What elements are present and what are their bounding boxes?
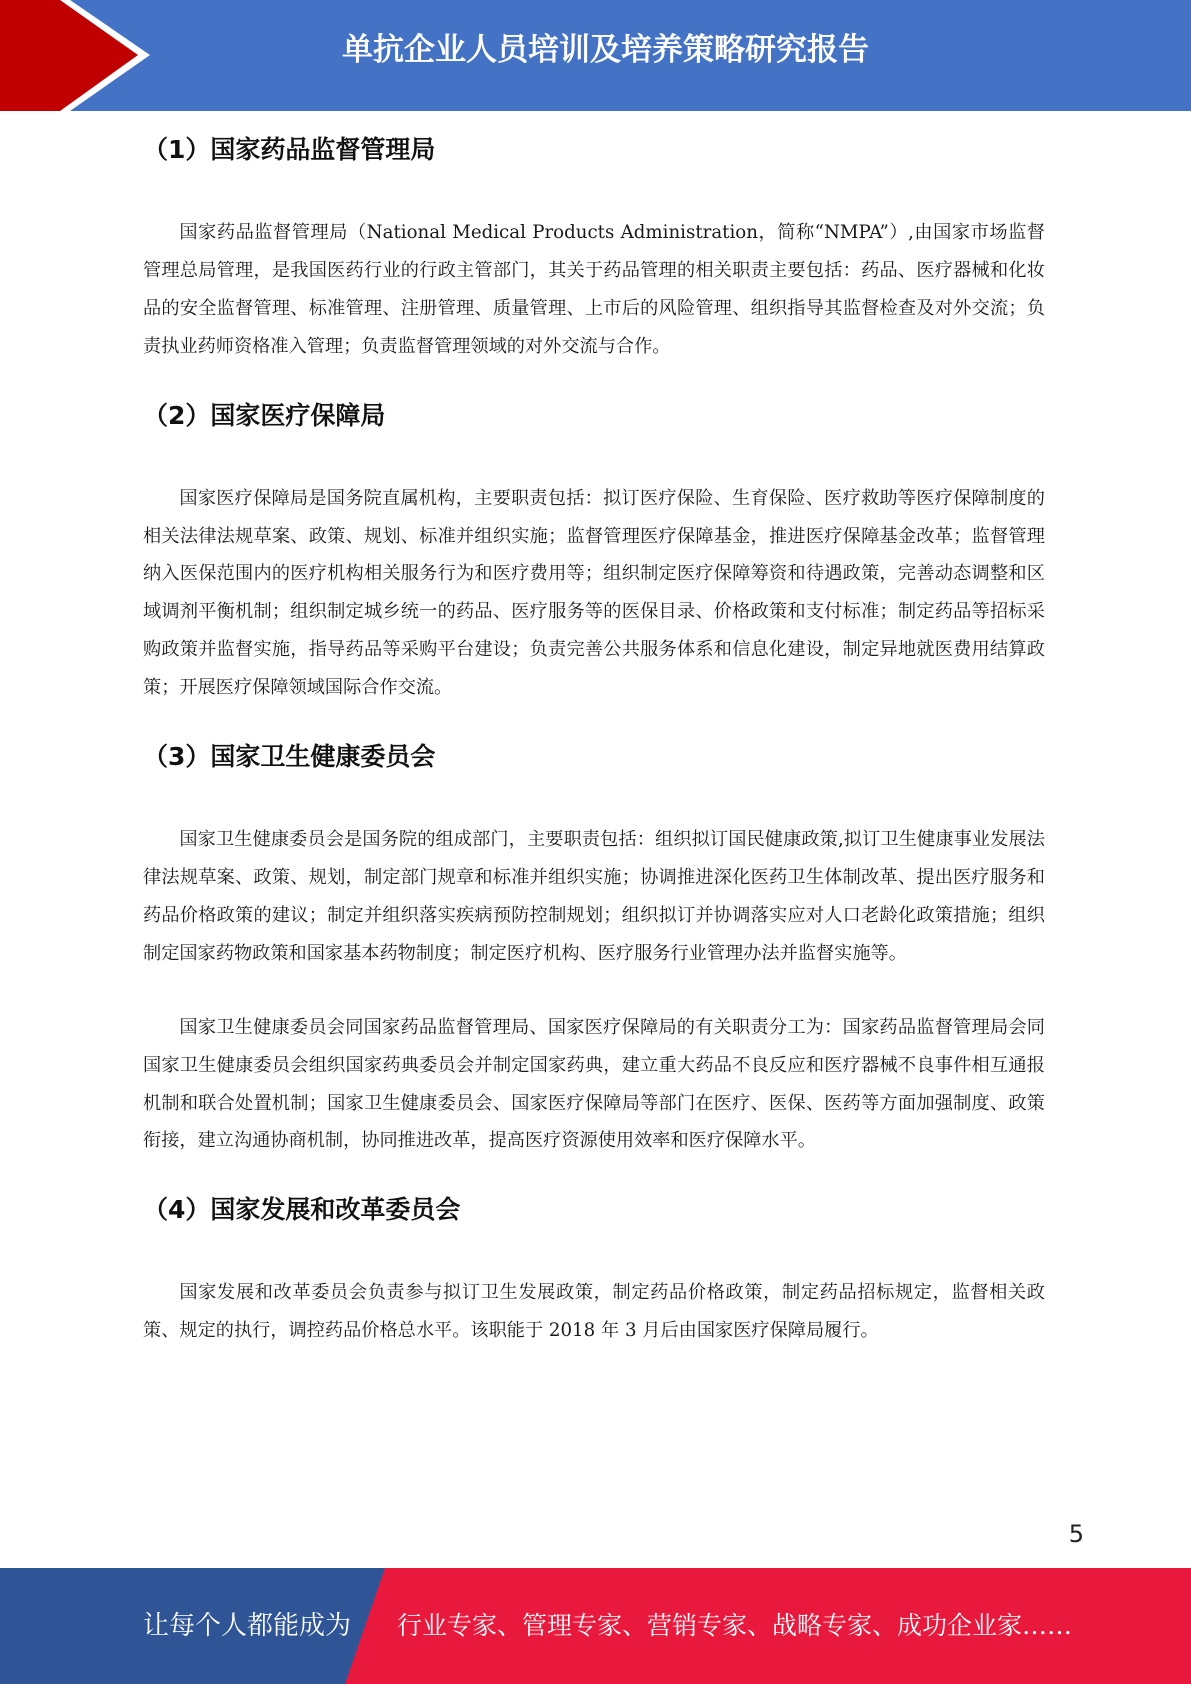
section-heading: （3）国家卫生健康委员会 bbox=[143, 742, 436, 772]
footer-slogan-left: 让每个人都能成为 bbox=[143, 1611, 352, 1641]
report-title: 单抗企业人员培训及培养策略研究报告 bbox=[342, 32, 869, 68]
section-nmpa bbox=[143, 128, 1045, 366]
section-heading: （1）国家药品监督管理局 bbox=[143, 135, 436, 164]
section-paragraph: 国家医疗保障局是国务院直属机构，主要职责包括：拟订医疗保险、生育保险、医疗救助等医疗保障制度的相关法律法规草案、政策、规划、标准并组织实施；监督管理医疗保障基金，推进医疗保障基金改革；监督管理纳入医保范围内的医疗机构相关服务行为和医疗费用等；组织制定医疗保障筹资和待遇政策，完善动态调整和区域调剂平衡机制；组织制定城乡统一的药品、医疗服务等的医保目录、价格政策和支付标准；制定药品等招标采购政策并监督实施，指导药品等采购平台建设；负责完善公共服务体系和信息化建设，制定异地就医费用结算政策；开展医疗保障领域国际合作交流。 bbox=[143, 487, 1045, 699]
section-heading: （4）国家发展和改革委员会 bbox=[143, 1195, 461, 1225]
section-nhsa bbox=[143, 394, 1045, 707]
section-paragraph: 国家卫生健康委员会是国务院的组成部门，主要职责包括：组织拟订国民健康政策,拟订卫生健康事业发展法律法规草案、政策、规划，制定部门规章和标准并组织实施；协调推进深化医药卫生体制改革、提出医疗服务和药品价格政策的建议；制定并组织落实疾病预防控制规划；组织拟订并协调落实应对人口老龄化政策措施；组织制定国家药物政策和国家基本药物制度；制定医疗机构、医疗服务行业管理办法并监督实施等。 bbox=[143, 829, 1045, 964]
section-paragraph: 国家卫生健康委员会同国家药品监督管理局、国家医疗保障局的有关职责分工为：国家药品监督管理局会同国家卫生健康委员会组织国家药典委员会并制定国家药典，建立重大药品不良反应和医疗器械不良事件相互通报机制和联合处置机制；国家卫生健康委员会、国家医疗保障局等部门在医疗、医保、医药等方面加强制度、政策衔接，建立沟通协商机制，协同推进改革，提高医疗资源使用效率和医疗保障水平。 bbox=[143, 1016, 1045, 1152]
section-ndrc bbox=[143, 1188, 1045, 1350]
page-header bbox=[0, 0, 1191, 111]
section-heading: （2）国家医疗保障局 bbox=[143, 400, 386, 430]
footer-slogan-right: 行业专家、管理专家、营销专家、战略专家、成功企业家…… bbox=[397, 1611, 1073, 1640]
section-nhc bbox=[143, 735, 1045, 1160]
section-paragraph: 国家发展和改革委员会负责参与拟订卫生发展政策，制定药品价格政策，制定药品招标规定，监督相关政策、规定的执行，调控药品价格总水平。该职能于 2018 年 3 月后由国家医疗保障局履行。 bbox=[143, 1282, 1045, 1342]
section-paragraph: 国家药品监督管理局（National Medical Products Administration，简称“NMPA”）,由国家市场监督管理总局管理，是我国医药行业的行政主管部门，其关于药品管理的相关职责主要包括：药品、医疗器械和化妆品的安全监督管理、标准管理、注册管理、质量管理、上市后的风险管理、组织指导其监督检查及对外交流；负责执业药师资格准入管理；负责监督管理领域的对外交流与合作。 bbox=[143, 222, 1045, 357]
page-number: 5 bbox=[1068, 1520, 1084, 1548]
main-content bbox=[143, 128, 1045, 1350]
page-footer bbox=[0, 1568, 1191, 1684]
